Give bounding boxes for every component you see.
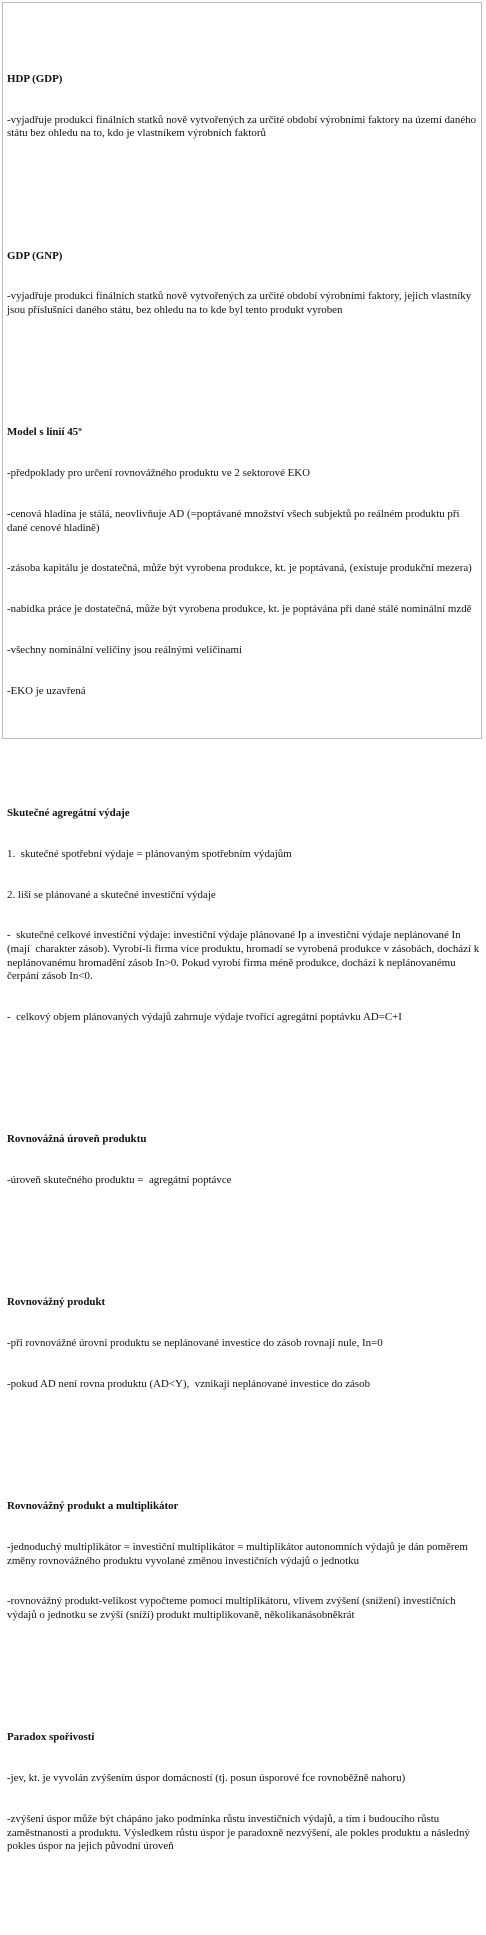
section-line: -předpoklady pro určení rovnovážného produktu ve 2 sektorové EKO — [7, 467, 311, 480]
section-line: -všechny nominální veličiny jsou reálnými veličinami — [7, 643, 242, 656]
section-heading: Rovnovážný produkt — [7, 1296, 106, 1309]
section-heading: Skutečné agregátní výdaje — [7, 807, 130, 820]
section-line: -EKO je uzavřená — [7, 684, 86, 697]
section-line: -zvýšení úspor může být chápáno jako podmínka růstu investičních výdajů, a tím i budoucího růstu zaměstnanosti a produktu. Výsledkem růstu úspor je paradoxně nezvýšení, ale pokles produktu a následný pokles úspor na jejich původní úroveň — [7, 1812, 473, 1853]
section-gdp — [7, 223, 481, 345]
section-heading: Paradox spořivosti — [7, 1731, 95, 1744]
section-heading: Rovnovážná úroveň produktu — [7, 1133, 147, 1146]
section-line: 1. skutečné spotřební výdaje = plánovaným spotřebním výdajům — [7, 847, 292, 860]
section-line: -nabídka práce je dostatečná, může být vyrobena produkce, kt. je poptávána při dané stálé nominální mzdě — [7, 603, 472, 616]
section-line: 2. liší se plánované a skutečné investiční výdaje — [7, 888, 216, 901]
section-model-45 — [7, 399, 481, 725]
section-line: -cenová hladina je stálá, neovlivňuje AD (=poptávané množství všech subjektů po reálném produktu při dané cenové hladině) — [7, 507, 463, 534]
section-line: -pokud AD není rovna produktu (AD<Y), vznikají neplánované investice do zásob — [7, 1377, 371, 1390]
section-aggregate-expenditure — [7, 780, 481, 1052]
section-hdp — [7, 46, 481, 168]
section-line: -jev, kt. je vyvolán zvýšením úspor domácností (tj. posun úsporové fce rovnoběžně nahoru) — [7, 1772, 406, 1785]
section-paradox-of-thrift — [7, 1704, 481, 1881]
section-equilibrium-product — [7, 1269, 481, 1419]
section-line: -vyjadřuje produkci finálních statků nově vytvořených za určité období výrobními faktory na území daného státu bez ohledu na to, kdo je vlastníkem výrobních faktorů — [7, 113, 479, 140]
section-line: -jednoduchý multiplikátor = investiční multiplikátor = multiplikátor autonomních výdajů je dán poměrem změny rovnovážného produktu vyvolané změnou investičních výdajů o jednotku — [7, 1541, 471, 1567]
section-heading: HDP (GDP) — [7, 72, 63, 85]
section-line: - celkový objem plánovaných výdajů zahrnuje výdaje tvořící agregátní poptávku AD=C+I — [7, 1010, 402, 1023]
section-line: -při rovnovážné úrovni produktu se neplánované investice do zásob rovnají nule, In=0 — [7, 1337, 383, 1350]
document-page — [2, 2, 482, 1853]
section-line: -rovnovážný produkt-velikost vypočteme pomocí multiplikátoru, vlivem zvýšení (snížení) investičních výdajů o jednotku se zvýší (sníží) produkt multiplikovaně, několikanásobněkrát — [7, 1595, 459, 1622]
section-heading: Rovnovážný produkt a multiplikátor — [7, 1500, 179, 1513]
section-multiplier — [7, 1473, 481, 1650]
section-equilibrium-level — [7, 1106, 481, 1215]
section-line: -zásoba kapitálu je dostatečná, může být vyrobena produkce, kt. je poptávaná, (existuje produkční mezera) — [7, 562, 472, 575]
section-line: -úroveň skutečného produktu = agregátní poptávce — [7, 1174, 232, 1187]
section-line: -vyjadřuje produkci finálních statků nově vytvořených za určité období výrobními faktory, jejich vlastníky jsou příslušníci daného státu, bez ohledu na to kde byl tento produkt vyroben — [7, 290, 474, 317]
document-content — [7, 5, 481, 1935]
section-line: - skutečné celkové investiční výdaje: investiční výdaje plánované Ip a investiční výdaje neplánované In (mají charakter zásob). Vyrobí-li firma více produktu, hromadí se vyrobená produkce v zásobách, dochází k neplánovanému hromadění zásob In>0. Pokud vyrobí firma méně produkce, dochází k neplánovanému čerpání zásob In<0. — [7, 929, 482, 983]
section-heading: Model s linií 45º — [7, 426, 82, 439]
section-heading: GDP (GNP) — [7, 249, 63, 262]
